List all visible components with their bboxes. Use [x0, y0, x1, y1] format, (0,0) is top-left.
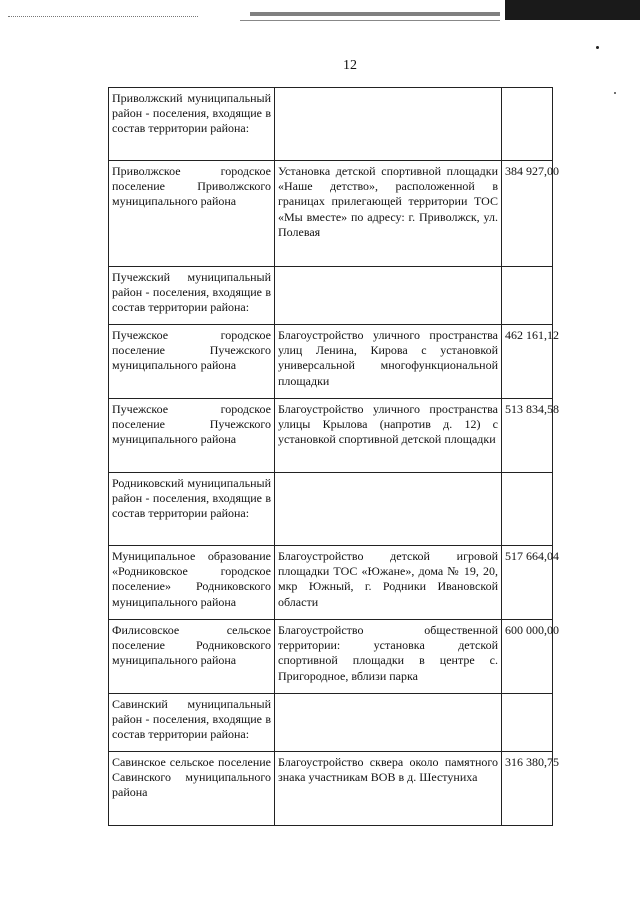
table-row: [109, 161, 553, 267]
settlement-cell: Филисовское сельское поселение Родниковского муниципального района: [109, 620, 275, 694]
projects-table: [108, 87, 559, 826]
scan-speck: [614, 92, 616, 94]
settlement-cell: Приволжское городское поселение Приволжского муниципального района: [109, 161, 275, 267]
scan-artifacts: [0, 0, 640, 26]
amount-cell: 513 834,58: [502, 399, 553, 473]
amount-cell: [502, 267, 553, 325]
project-cell: [275, 473, 502, 546]
scan-noise-bar: [250, 12, 500, 16]
project-cell: [275, 88, 502, 161]
project-cell: Благоустройство общественной территории: установка детской спортивной площадки в центре с. Пригородное, вблизи парка: [275, 620, 502, 694]
amount-cell: 462 161,12: [502, 325, 553, 399]
project-cell: Благоустройство сквера около памятного знака участникам ВОВ в д. Шестуниха: [275, 752, 502, 826]
amount-cell: 316 380,75: [502, 752, 553, 826]
page-number: 12: [343, 58, 357, 73]
amount-cell: 600 000,00: [502, 620, 553, 694]
project-cell: Благоустройство детской игровой площадки ТОС «Южане», дома № 19, 20, мкр Южный, г. Родники Ивановской области: [275, 546, 502, 620]
scan-noise-line: [8, 16, 198, 17]
district-header-cell: Савинский муниципальный район - поселения, входящие в состав территории района:: [109, 694, 275, 752]
settlement-cell: Муниципальное образование «Родниковское городское поселение» Родниковского муниципального района: [109, 546, 275, 620]
amount-cell: [502, 88, 553, 161]
project-cell: [275, 694, 502, 752]
project-cell: [275, 267, 502, 325]
table-row: [109, 399, 553, 473]
table-row: [109, 752, 553, 826]
amount-cell: [502, 694, 553, 752]
district-header-cell: Приволжский муниципальный район - поселения, входящие в состав территории района:: [109, 88, 275, 161]
amount-cell: 517 664,04: [502, 546, 553, 620]
amount-cell: [502, 473, 553, 546]
scan-noise-line: [240, 20, 500, 21]
scan-dark-corner: [505, 0, 640, 20]
district-header-cell: Родниковский муниципальный район - поселения, входящие в состав территории района:: [109, 473, 275, 546]
amount-cell: 384 927,00: [502, 161, 553, 267]
table-row: [109, 694, 553, 752]
district-header-cell: Пучежский муниципальный район - поселения, входящие в состав территории района:: [109, 267, 275, 325]
scan-speck: [596, 46, 599, 49]
table-row: [109, 620, 553, 694]
settlement-cell: Пучежское городское поселение Пучежского муниципального района: [109, 325, 275, 399]
project-cell: Установка детской спортивной площадки «Наше детство», расположенной в границах прилегающей территории ТОС «Мы вместе» по адресу: г. Приволжск, ул. Полевая: [275, 161, 502, 267]
table-row: [109, 473, 553, 546]
table-row: [109, 267, 553, 325]
table-row: [109, 546, 553, 620]
settlement-cell: Пучежское городское поселение Пучежского муниципального района: [109, 399, 275, 473]
settlement-cell: Савинское сельское поселение Савинского муниципального района: [109, 752, 275, 826]
table-row: [109, 88, 553, 161]
project-cell: Благоустройство уличного пространства улицы Крылова (напротив д. 12) с установкой спортивной детской площадки: [275, 399, 502, 473]
table-row: [109, 325, 553, 399]
project-cell: Благоустройство уличного пространства улиц Ленина, Кирова с установкой универсальной многофункциональной площадки: [275, 325, 502, 399]
